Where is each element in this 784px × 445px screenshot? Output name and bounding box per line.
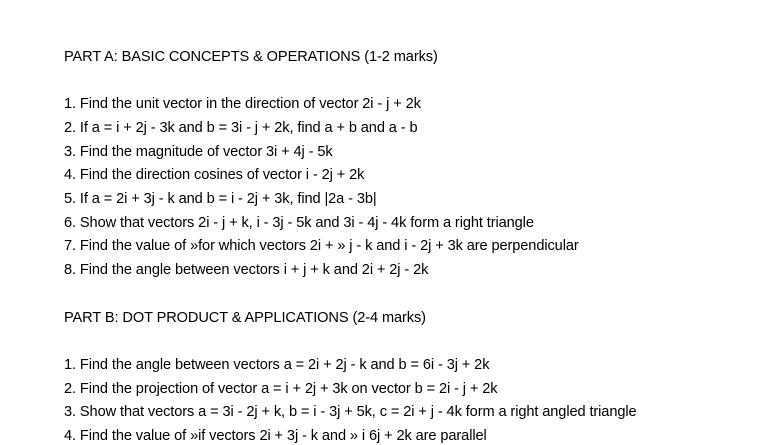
part-a-heading: PART A: BASIC CONCEPTS & OPERATIONS (1-2 marks) xyxy=(64,49,438,65)
part-b-question-4: 4. Find the value of »if vectors 2i + 3j - k and » i 6j + 2k are parallel xyxy=(64,428,487,444)
part-a-question-8: 8. Find the angle between vectors i + j + k and 2i + 2j - 2k xyxy=(64,262,429,278)
part-a-question-7: 7. Find the value of »for which vectors 2i + » j - k and i - 2j + 3k are perpendicular xyxy=(64,238,579,254)
part-a-question-4: 4. Find the direction cosines of vector i - 2j + 2k xyxy=(64,167,365,183)
part-a-question-6: 6. Show that vectors 2i - j + k, i - 3j - 5k and 3i - 4j - 4k form a right triangle xyxy=(64,215,534,231)
part-a-question-2: 2. If a = i + 2j - 3k and b = 3i - j + 2k, find a + b and a - b xyxy=(64,120,418,136)
part-b-question-3: 3. Show that vectors a = 3i - 2j + k, b = i - 3j + 5k, c = 2i + j - 4k form a right angled triangle xyxy=(64,404,637,420)
part-a-question-1: 1. Find the unit vector in the direction of vector 2i - j + 2k xyxy=(64,96,421,112)
part-a-question-5: 5. If a = 2i + 3j - k and b = i - 2j + 3k, find |2a - 3b| xyxy=(64,191,377,207)
part-b-question-2: 2. Find the projection of vector a = i + 2j + 3k on vector b = 2i - j + 2k xyxy=(64,381,498,397)
part-b-question-1: 1. Find the angle between vectors a = 2i + 2j - k and b = 6i - 3j + 2k xyxy=(64,357,490,373)
part-a-question-3: 3. Find the magnitude of vector 3i + 4j - 5k xyxy=(64,144,333,160)
part-b-heading: PART B: DOT PRODUCT & APPLICATIONS (2-4 marks) xyxy=(64,310,426,326)
